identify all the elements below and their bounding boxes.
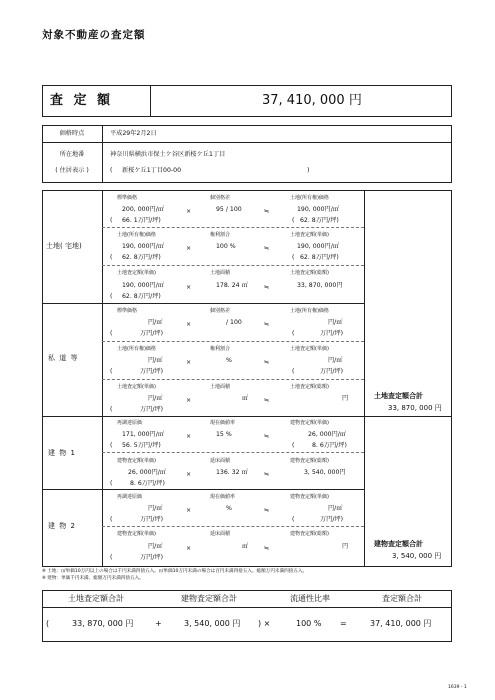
bldg1-paren-3: ( (110, 480, 113, 487)
date-value: 平成29年2月2日 (110, 130, 157, 137)
road-unit-1: 円/㎡ (148, 319, 163, 326)
land-paren-1: ( (110, 217, 113, 224)
info-divider (102, 125, 103, 183)
land-mul-2: × (186, 245, 192, 252)
summary-eq: = (340, 619, 347, 628)
land-unit-price: 190, 000円/㎡ (297, 243, 340, 250)
bldg1-h2: 現在価値率 (210, 420, 236, 426)
summary-h4: 査定額合計 (382, 594, 422, 603)
bldg1-total: 3, 540, 000円 (304, 469, 346, 476)
road-h8: 土地面積 (210, 384, 231, 390)
land-unit-price-2: 190, 000円/㎡ (122, 282, 165, 289)
land-sub-line-1 (102, 227, 364, 228)
summary-bldg: 3, 540, 000 円 (184, 619, 241, 628)
address-value: 新桜ケ丘1丁目00-00 (122, 167, 182, 174)
page-title: 対象不動産の査定額 (42, 29, 146, 41)
land-paren-2: ( (292, 217, 295, 224)
road-label: 私 道 等 (48, 354, 79, 362)
road-yen: 円 (342, 395, 349, 402)
summary-plus: + (155, 619, 162, 628)
land-h5: 権利割合 (210, 232, 231, 238)
land-sum-value: 33, 870, 000 円 (388, 404, 442, 412)
summary-close-mul: ) × (258, 619, 271, 628)
bldg1-h3: 建物査定額(単価) (290, 420, 329, 426)
address-label: ( 住居表示 ) (55, 167, 89, 174)
road-mul-1: × (186, 321, 192, 328)
bldg2-mul-1: × (186, 507, 192, 514)
bldg1-cost-tsubo: 56. 5万円/坪) (122, 442, 161, 449)
land-eq-3: ≒ (264, 284, 270, 291)
bldg1-mul-1: × (186, 433, 192, 440)
bldg2-pct: % (226, 505, 232, 512)
bldg1-h1: 再調達原価 (117, 420, 143, 426)
summary-open: ( (46, 619, 50, 628)
header-divider (150, 85, 151, 117)
land-road-line (42, 303, 364, 304)
road-paren-1: ( (110, 330, 113, 337)
land-std-tsubo: 66. 1万円/坪) (122, 217, 161, 224)
land-eq-1: ≒ (264, 208, 270, 215)
road-pct: % (226, 357, 232, 364)
summary-h1: 土地査定額合計 (68, 594, 124, 603)
road-h9: 土地査定額(総額) (290, 384, 329, 390)
bldg1-mul-2: × (186, 471, 192, 478)
bldg2-m2: ㎡ (242, 543, 249, 550)
road-h2: 個別格差 (210, 308, 231, 314)
land-diff: 95 / 100 (216, 206, 242, 213)
summary-row-line (42, 607, 452, 608)
bldg2-eq-1: ≒ (264, 507, 270, 514)
road-unit-3: 円/㎡ (148, 357, 163, 364)
address-open: ( (110, 167, 113, 174)
summary-h2: 建物査定額合計 (181, 594, 237, 603)
land-h1: 標準価格 (117, 195, 138, 201)
bldg1-unit-2: 26, 000円/㎡ (128, 469, 167, 476)
road-paren-4: ( (292, 368, 295, 375)
road-eq-3: ≒ (264, 397, 270, 404)
land-paren-3: ( (110, 254, 113, 261)
summary-h3: 流通性比率 (290, 594, 330, 603)
bldg1-bldg2-line (42, 489, 364, 490)
road-eq-2: ≒ (264, 359, 270, 366)
bldg2-h5: 延床面積 (210, 531, 231, 537)
road-h5: 権利割合 (210, 346, 231, 352)
land-sub-line-2 (102, 265, 364, 266)
bldg2-sub-line (102, 526, 364, 527)
date-label: 価格時点 (59, 130, 85, 137)
info-row-line (42, 142, 452, 143)
road-tsubo-4: 万円/坪) (320, 368, 344, 375)
bldg1-h4: 建物査定額(単価) (117, 458, 156, 464)
note-1: ※ 土地：㎡単価10万円以上の場合は千円未満四捨五入。㎡単価10万円未満の場合は百円未満四捨五入。総額万円未満四捨五入。 (42, 569, 308, 574)
road-paren-5: ( (110, 406, 113, 413)
road-tsubo-2: 万円/坪) (320, 330, 344, 337)
road-h4: 土地(所有権)価格 (117, 346, 156, 352)
road-mul-2: × (186, 359, 192, 366)
land-unit-tsubo: 62. 8万円/坪) (300, 254, 339, 261)
bldg2-paren-2: ( (292, 516, 295, 523)
bldg1-cost: 171, 000円/㎡ (122, 431, 165, 438)
bldg1-eq-2: ≒ (264, 471, 270, 478)
road-diff: / 100 (226, 319, 242, 326)
note-2: ※ 建物：単価千円未満、総額万円未満四捨五入。 (42, 576, 144, 581)
summary-ratio: 100 % (296, 619, 322, 628)
bldg1-area: 136. 32 ㎡ (216, 469, 248, 476)
bldg2-h2: 現在価値率 (210, 494, 236, 500)
bldg2-label: 建 物 2 (48, 522, 76, 530)
road-m2: ㎡ (242, 395, 249, 402)
land-mul-1: × (186, 208, 192, 215)
bldg1-paren-2: ( (292, 442, 295, 449)
road-h3: 土地(所有権)価格 (290, 308, 329, 314)
bldg2-unit-2: 円/㎡ (328, 505, 343, 512)
land-unit-tsubo-2: 62. 8万円/坪) (122, 293, 161, 300)
land-h3: 土地(所有権)価格 (290, 195, 329, 201)
bldg2-h4: 建物査定額(単価) (117, 531, 156, 537)
road-tsubo-5: 万円/坪) (140, 406, 164, 413)
calc-sum-divider (364, 190, 365, 567)
bldg2-paren-3: ( (110, 554, 113, 561)
bldg2-eq-2: ≒ (264, 545, 270, 552)
info-table (42, 125, 452, 183)
bldg1-unit-tsubo: 8. 6万円/坪) (312, 442, 347, 449)
land-total: 33, 870, 000円 (297, 282, 343, 289)
land-std-price: 200, 000円/㎡ (122, 206, 165, 213)
road-paren-2: ( (292, 330, 295, 337)
land-paren-5: ( (110, 293, 113, 300)
bldg1-h5: 延床面積 (210, 458, 231, 464)
land-ratio: 100 % (216, 243, 236, 250)
road-bldg1-line (42, 416, 452, 417)
bldg1-label: 建 物 1 (48, 449, 76, 457)
land-eq-2: ≒ (264, 245, 270, 252)
road-sub-line-2 (102, 379, 364, 380)
road-eq-1: ≒ (264, 321, 270, 328)
road-h1: 標準価格 (117, 308, 138, 314)
bldg-sum-label: 建物査定額合計 (374, 540, 423, 548)
land-h2: 個別格差 (210, 195, 231, 201)
bldg2-mul-2: × (186, 545, 192, 552)
road-h7: 土地査定額(単価) (117, 384, 156, 390)
header-amount: 37, 410, 000 円 (262, 93, 362, 108)
land-label: 土地( 宅地) (46, 242, 82, 250)
bldg2-yen: 円 (342, 543, 349, 550)
location-label: 所在地番 (59, 151, 85, 158)
summary-land: 33, 870, 000 円 (72, 619, 134, 628)
bldg1-unit-2-tsubo: 8. 6万円/坪) (130, 480, 165, 487)
bldg2-tsubo-3: 万円/坪) (140, 554, 164, 561)
land-h6: 土地査定額(単価) (290, 232, 329, 238)
bldg2-h6: 建物査定額(総額) (290, 531, 329, 537)
land-h8: 土地面積 (210, 270, 231, 276)
road-tsubo-3: 万円/坪) (140, 368, 164, 375)
road-unit-2: 円/㎡ (328, 319, 343, 326)
bldg2-h3: 建物査定額(単価) (290, 494, 329, 500)
land-area: 178. 24 ㎡ (216, 282, 248, 289)
road-unit-5: 円/㎡ (148, 395, 163, 402)
bldg-sum-value: 3, 540, 000 円 (392, 552, 442, 560)
road-unit-4: 円/㎡ (328, 357, 343, 364)
bldg2-tsubo-1: 万円/坪) (140, 516, 164, 523)
road-sub-line-1 (102, 341, 364, 342)
bldg2-unit-1: 円/㎡ (148, 505, 163, 512)
land-own-tsubo: 62. 8万円/坪) (300, 217, 339, 224)
land-own-price: 190, 000円/㎡ (297, 206, 340, 213)
land-h9: 土地査定額(総額) (290, 270, 329, 276)
bldg1-sub-line (102, 452, 364, 453)
bldg1-unit: 26, 000円/㎡ (308, 431, 347, 438)
page-number: 1639 - 1 (448, 685, 467, 690)
bldg1-h6: 建物査定額(総額) (290, 458, 329, 464)
land-mul-3: × (186, 284, 192, 291)
bldg1-eq-1: ≒ (264, 433, 270, 440)
bldg2-h1: 再調達原価 (117, 494, 143, 500)
road-paren-3: ( (110, 368, 113, 375)
address-close: ) (307, 167, 310, 174)
summary-total: 37, 410, 000 円 (370, 619, 432, 628)
land-sum-label: 土地査定額合計 (374, 392, 423, 400)
location-value: 神奈川県横浜市保土ケ谷区新桜ケ丘1丁目 (110, 151, 226, 158)
land-h4: 土地(所有権)価格 (117, 232, 156, 238)
bldg2-tsubo-2: 万円/坪) (320, 516, 344, 523)
bldg2-unit-3: 円/㎡ (148, 543, 163, 550)
header-label: 査 定 額 (50, 93, 114, 108)
land-own-price-2: 190, 000円/㎡ (122, 243, 165, 250)
bldg1-paren-1: ( (110, 442, 113, 449)
bldg2-paren-1: ( (110, 516, 113, 523)
land-h7: 土地査定額(単価) (117, 270, 156, 276)
bldg1-rate: 15 % (216, 431, 232, 438)
road-tsubo-1: 万円/坪) (140, 330, 164, 337)
road-h6: 土地査定額(単価) (290, 346, 329, 352)
road-mul-3: × (186, 397, 192, 404)
land-own-tsubo-2: 62. 8万円/坪) (122, 254, 161, 261)
land-paren-4: ( (292, 254, 295, 261)
